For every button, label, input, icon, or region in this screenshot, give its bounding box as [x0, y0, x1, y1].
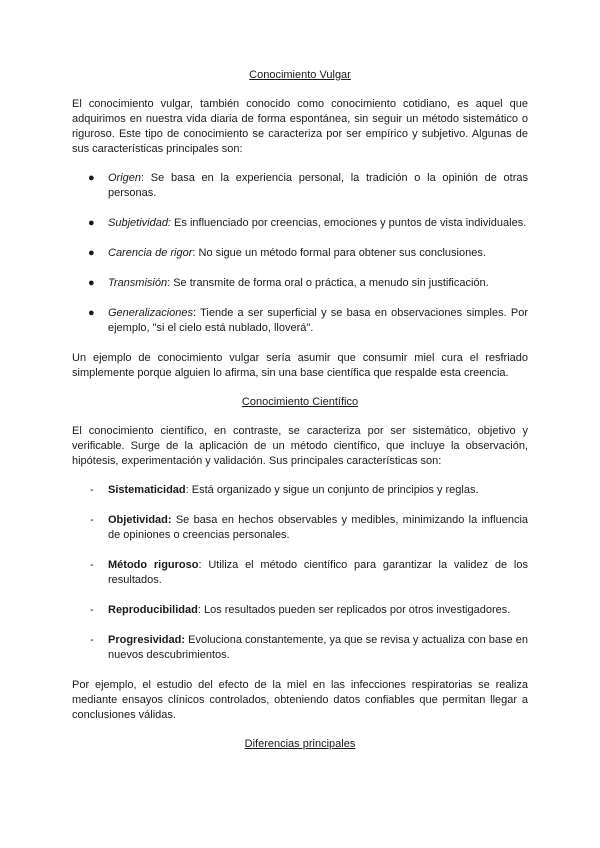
term-label: Transmisión [108, 277, 168, 289]
list-item [72, 246, 528, 261]
list-vulgar-characteristics [72, 171, 528, 336]
item-text: Se basa en la experiencia personal, la tradición o la opinión de otras personas. [108, 172, 528, 199]
item-text: Se transmite de forma oral o práctica, a menudo sin justificación. [170, 277, 489, 289]
bullet-icon: ● [88, 217, 95, 229]
term-label: Sistematicidad [108, 484, 186, 496]
item-text: Se basa en hechos observables y medibles, minimizando la influencia de opiniones o creencias personales. [108, 514, 528, 541]
paragraph-cientifico-example: Por ejemplo, el estudio del efecto de la miel en las infecciones respiratorias se realiza mediante ensayos clínicos controlados, obteniendo datos confiables que permitan llegar a conclusiones válidas. [72, 679, 528, 721]
term-separator: : [141, 172, 145, 184]
list-item [72, 306, 528, 336]
paragraph-vulgar-example: Un ejemplo de conocimiento vulgar sería asumir que consumir miel cura el resfriado simplemente porque alguien lo afirma, sin una base científica que respalde esta creencia. [72, 352, 528, 379]
term-label: Método riguroso [108, 559, 199, 571]
item-text: Es influenciado por creencias, emociones y puntos de vista individuales. [171, 217, 527, 229]
bullet-icon: ● [88, 307, 95, 319]
dash-icon: - [90, 514, 94, 526]
term-label: Generalizaciones [108, 307, 193, 319]
dash-icon: - [90, 559, 94, 571]
list-item [72, 633, 528, 663]
list-item [72, 513, 528, 543]
section-title-diferencias-principales: Diferencias principales [244, 738, 356, 750]
document-page [72, 68, 528, 766]
term-separator: : [167, 277, 171, 289]
term-label: Objetividad: [108, 514, 172, 526]
dash-icon: - [90, 484, 94, 496]
list-item [72, 171, 528, 201]
paragraph-cientifico-intro: El conocimiento científico, en contraste, se caracteriza por ser sistemático, objetivo y verificable. Surge de la aplicación de un método científico, que incluye la observación, hipótesis, experimentación y validación. Sus principales características son: [72, 425, 528, 467]
list-cientifico-characteristics [72, 483, 528, 663]
bullet-icon: ● [88, 172, 95, 184]
list-item [72, 558, 528, 588]
item-text: : Utiliza el método científico para garantizar la validez de los resultados. [108, 559, 528, 586]
bullet-icon: ● [88, 277, 95, 289]
item-text: : Está organizado y sigue un conjunto de principios y reglas. [185, 484, 479, 496]
section-title-conocimiento-vulgar: Conocimiento Vulgar [249, 69, 351, 81]
term-label: Reproducibilidad [108, 604, 198, 616]
paragraph-vulgar-intro: El conocimiento vulgar, también conocido como conocimiento cotidiano, es aquel que adquirimos en nuestra vida diaria de forma espontánea, sin seguir un método sistemático o riguroso. Este tipo de conocimiento se caracteriza por ser empírico y subjetivo. Algunas de sus características principales son: [72, 98, 528, 155]
term-label: Origen [108, 172, 142, 184]
list-item [72, 276, 528, 291]
term-label: Subjetividad: [108, 217, 171, 229]
list-item [72, 483, 528, 498]
dash-icon: - [90, 604, 94, 616]
item-text: No sigue un método formal para obtener sus conclusiones. [195, 247, 486, 259]
item-text: : Los resultados pueden ser replicados por otros investigadores. [197, 604, 511, 616]
term-separator: : [193, 307, 197, 319]
term-label: Progresividad: [108, 634, 186, 646]
term-label: Carencia de rigor [108, 247, 193, 259]
list-item [72, 216, 528, 231]
list-item [72, 603, 528, 618]
item-text: Tiende a ser superficial y se basa en observaciones simples. Por ejemplo, "si el cielo está nublado, lloverá". [108, 307, 528, 334]
section-title-conocimiento-cientifico: Conocimiento Científico [241, 396, 359, 408]
item-text: Evoluciona constantemente, ya que se revisa y actualiza con base en nuevos descubrimientos. [108, 634, 528, 661]
dash-icon: - [90, 634, 94, 646]
term-separator: : [192, 247, 196, 259]
bullet-icon: ● [88, 247, 95, 259]
